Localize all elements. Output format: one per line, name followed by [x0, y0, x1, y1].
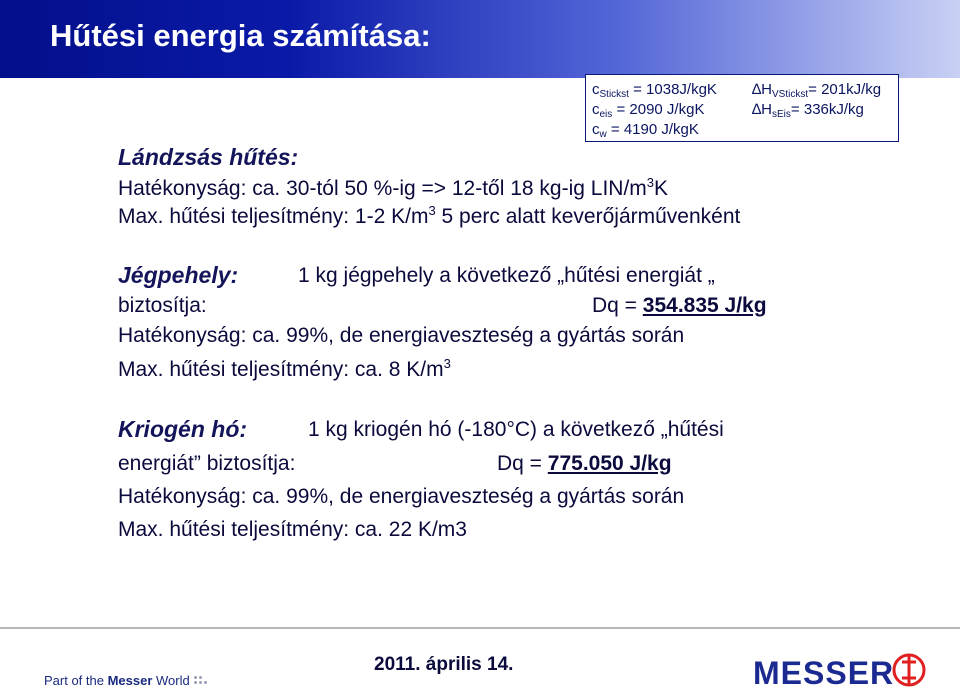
messer-logo-icon	[889, 650, 929, 690]
footer-divider	[0, 627, 960, 629]
kriogen-efficiency: Hatékonyság: ca. 99%, de energiaveszteség a gyártás során	[118, 485, 685, 508]
slide-title: Hűtési energia számítása:	[50, 18, 431, 53]
part-of-messer-world: Part of the Messer World	[44, 673, 207, 688]
title-bar	[0, 0, 960, 78]
kriogen-max-cooling: Max. hűtési teljesítmény: ca. 22 K/m3	[118, 518, 467, 541]
kriogen-dq: Dq = 775.050 J/kg	[497, 452, 672, 475]
jegpehely-heading: Jégpehely:	[118, 262, 239, 288]
slide-date: 2011. április 14.	[374, 654, 514, 675]
constant-c-eis: $c_{eis} = 2090$ J/kgK	[592, 101, 705, 120]
constant-dh-vstickst: $\Delta H_{VStickst}= 201kJ/kg$	[752, 81, 882, 100]
jegpehely-max-cooling: Max. hűtési teljesítmény: ca. 8 $K/m^3$	[118, 356, 451, 381]
messer-logo-text: MESSER	[753, 655, 895, 691]
constant-c-w: $c_w = 4190$ J/kgK	[592, 121, 699, 140]
kriogen-heading: Kriogén hó:	[118, 416, 248, 442]
kriogen-text-2: energiát” biztosítja:	[118, 452, 296, 475]
jegpehely-efficiency: Hatékonyság: ca. 99%, de energiaveszteség a gyártás során	[118, 324, 685, 347]
jegpehely-dq: Dq = 354.835 J/kg	[592, 294, 767, 317]
landzsas-heading: Lándzsás hűtés:	[118, 144, 299, 170]
kriogen-text: 1 kg kriogén hó (-180°C) a következő „hűtési	[308, 418, 724, 441]
constants-box	[585, 74, 899, 142]
jegpehely-text-2: biztosítja:	[118, 294, 207, 317]
landzsas-efficiency: Hatékonyság: ca. 30-tól 50 %-ig => 12-től 18 kg-ig LIN/$m^3K$	[118, 175, 669, 200]
dots-icon	[193, 676, 207, 686]
constant-c-stickst: $c_{Stickst} = 1038J/kgK$	[592, 81, 717, 100]
landzsas-max-cooling: Max. hűtési teljesítmény: 1-2 $K/m^3$ 5 perc alatt keverőjárművenként	[118, 203, 741, 228]
jegpehely-text: 1 kg jégpehely a következő „hűtési energiát „	[298, 264, 715, 287]
constant-dh-seis: $\Delta H_{sEis}= 336kJ/kg$	[752, 101, 864, 120]
